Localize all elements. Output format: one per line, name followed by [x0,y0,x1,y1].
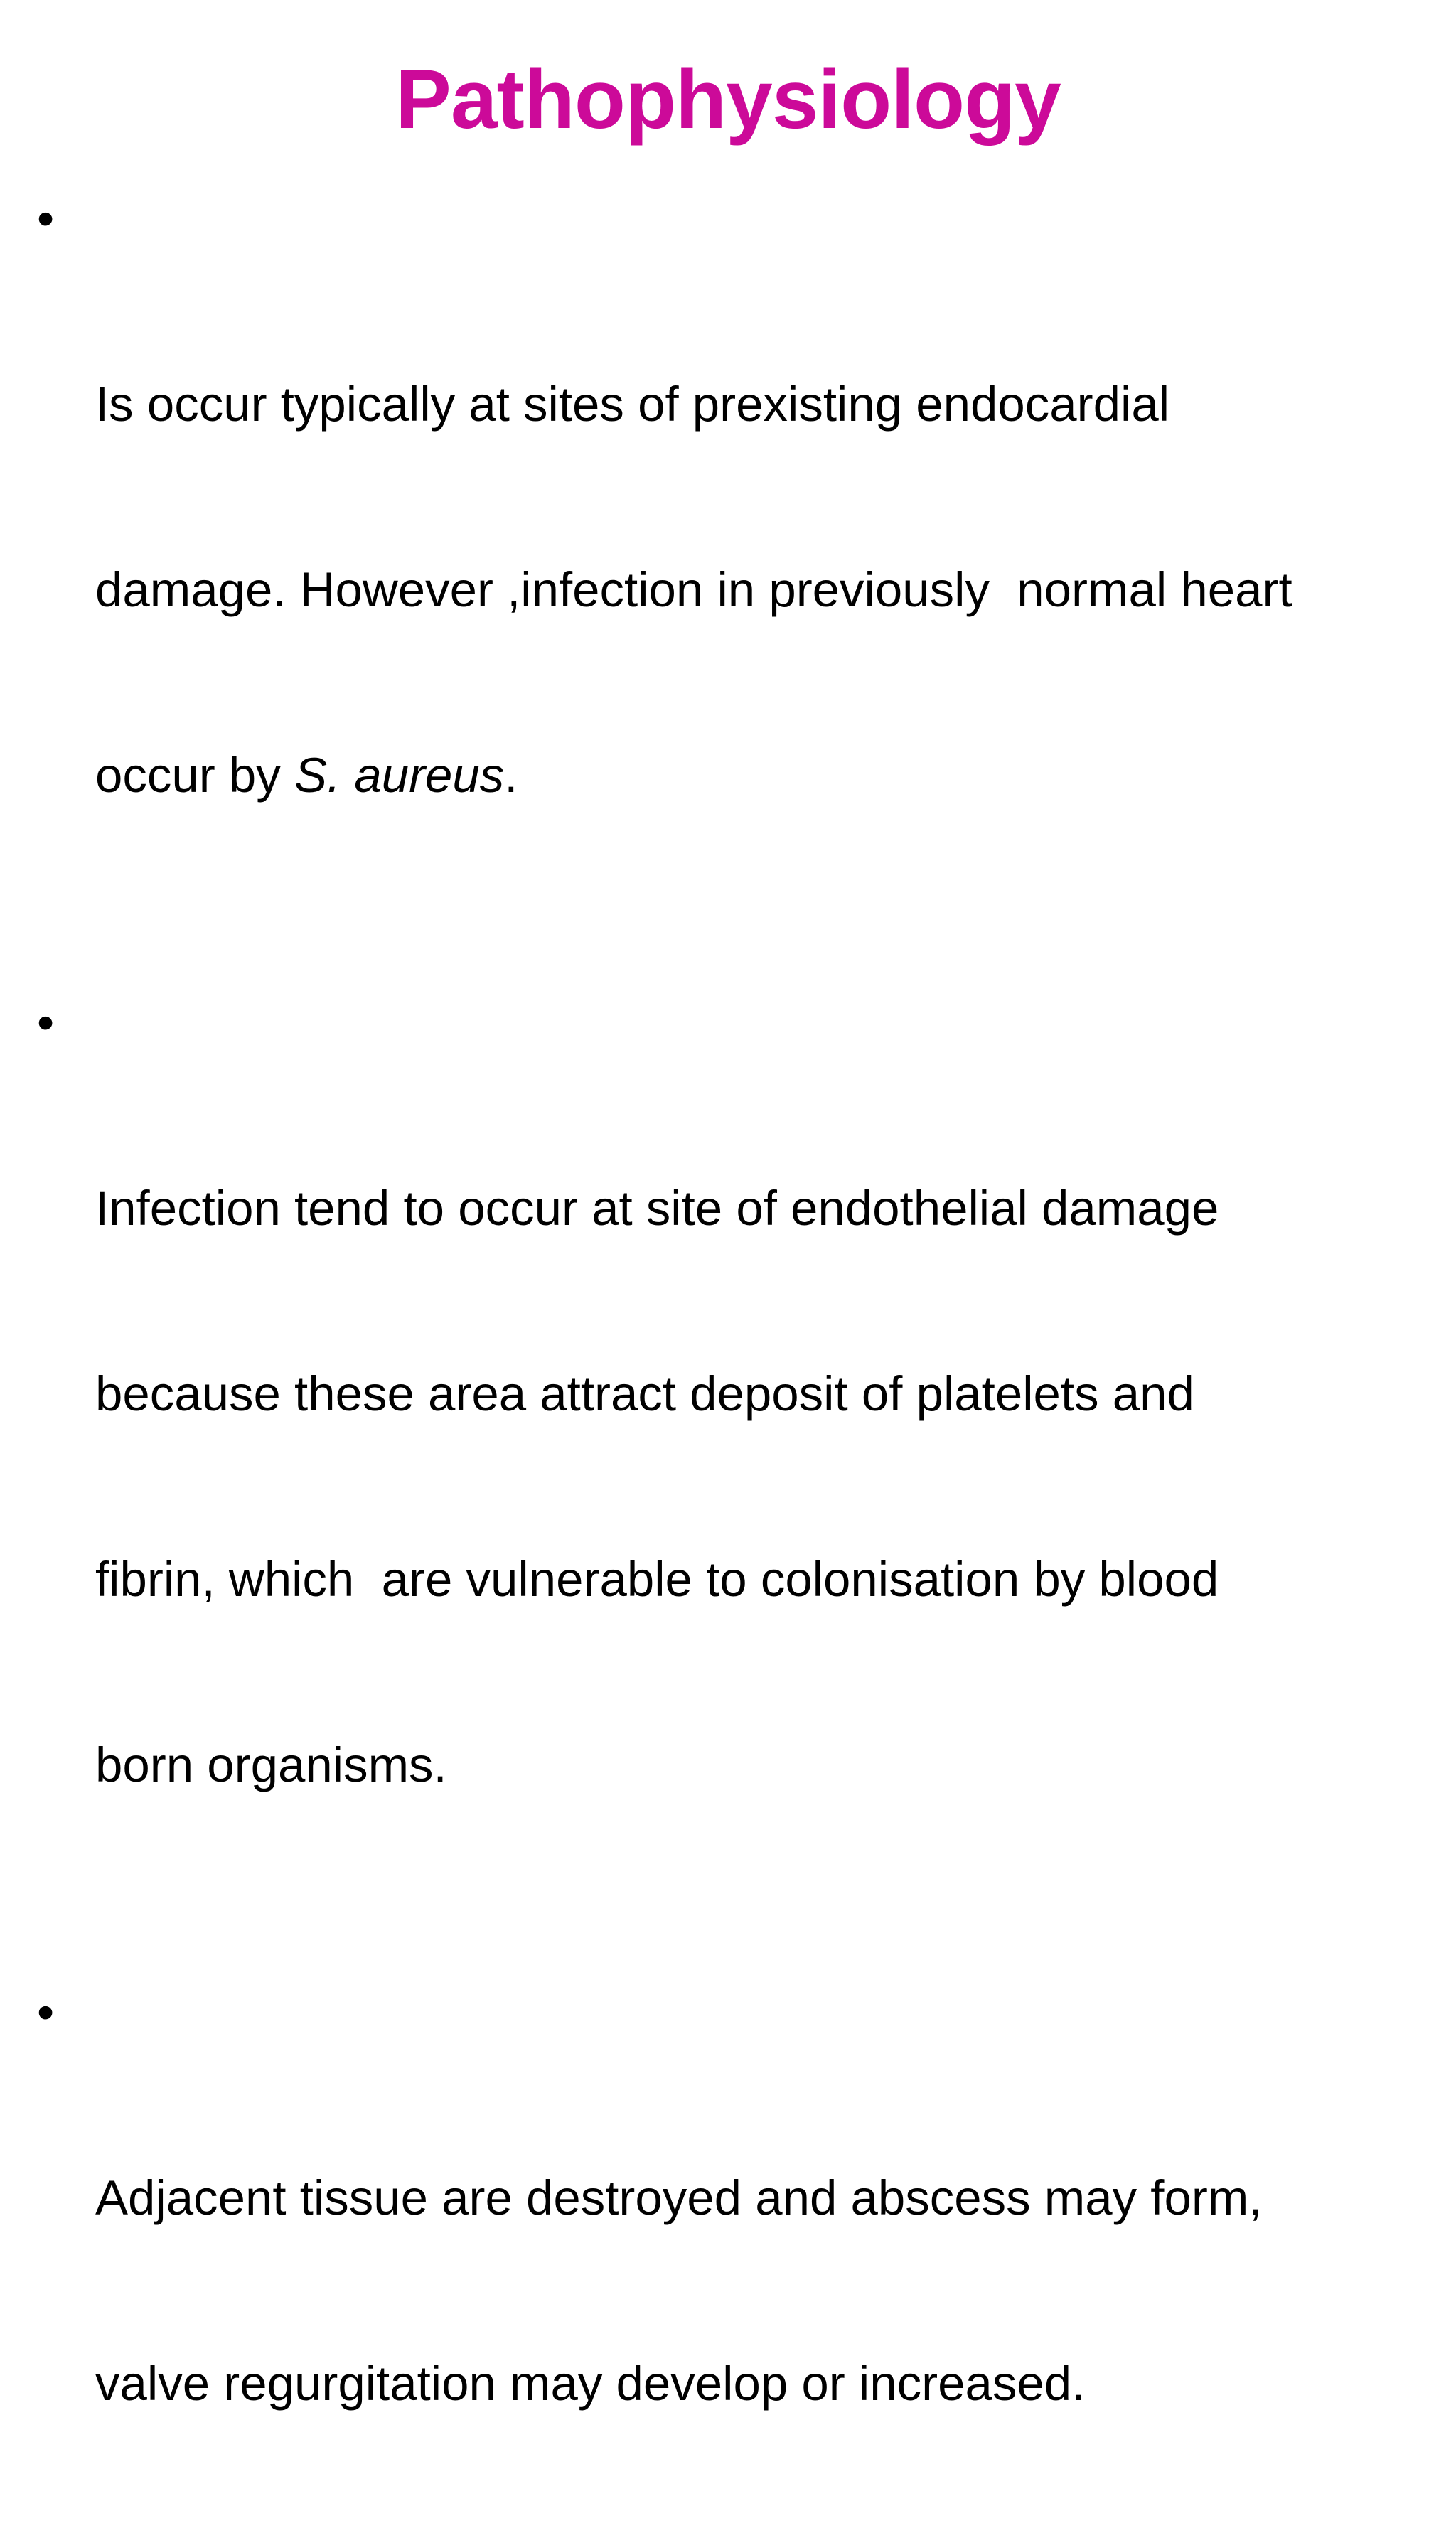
bullet-item-3 [37,1981,1423,2538]
bullet-line: Is occur typically at sites of prexisting endocardial [95,377,1170,432]
slide-title: Pathophysiology [395,53,1061,146]
organism-name: S. aureus [294,748,505,803]
bullet-icon: • [37,995,55,1050]
bullet-line: born organisms. [95,1737,447,1792]
bullet-line: Adjacent tissue are destroyed and abscess may form, [95,2170,1263,2225]
bullet-line: valve regurgitation may develop or increased. [95,2356,1086,2411]
bullet-item-1 [37,188,1423,930]
bullet-icon: • [37,191,55,246]
bullet-line [95,744,1423,806]
bullet-list [37,188,1423,2538]
bullet-line: because these area attract deposit of platelets and [95,1366,1194,1421]
bullet-item-2 [37,992,1423,1919]
bullet-text: occur by [95,748,294,803]
bullet-line: damage. However ,infection in previously normal heart [95,562,1292,617]
bullet-text: . [504,748,518,803]
bullet-line: fibrin, which are vulnerable to colonisation by blood [95,1552,1219,1607]
bullet-icon: • [37,1985,55,2040]
bullet-line: Infection tend to occur at site of endothelial damage [95,1181,1219,1236]
